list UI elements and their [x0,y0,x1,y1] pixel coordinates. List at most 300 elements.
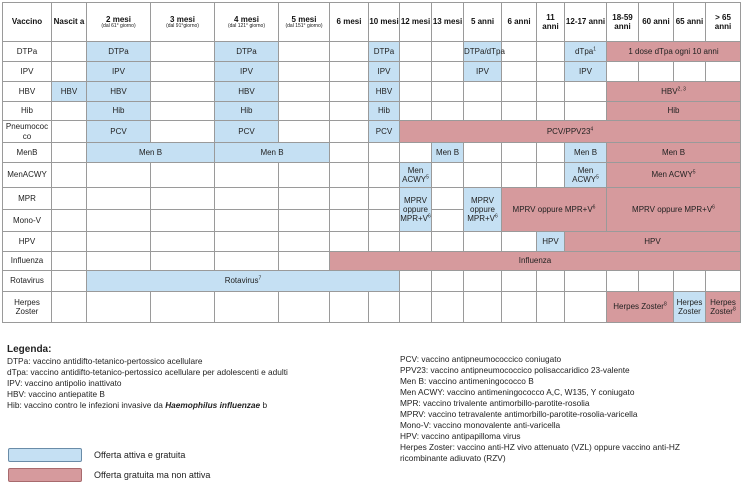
empty-cell [369,210,400,232]
schedule-cell-label: Hib [377,106,390,116]
schedule-cell [87,102,151,121]
footnote-ref: 6 [712,204,715,211]
col-header [607,3,639,42]
schedule-cell [215,143,330,163]
schedule-cell [52,82,87,102]
schedule-cell-label: dTpa [574,46,594,56]
empty-cell [607,62,639,82]
col-header [3,3,52,42]
empty-cell [330,102,369,121]
empty-cell [52,143,87,163]
schedule-cell [607,143,741,163]
col-header [400,3,432,42]
legend-item [7,389,288,400]
empty-cell [151,42,215,62]
empty-cell [52,42,87,62]
col-header [537,3,565,42]
footnote-ref: 8 [663,301,667,308]
schedule-cell-label: Men ACWY [572,165,597,184]
empty-cell [502,102,537,121]
vaccine-name: DTPa [3,42,52,62]
schedule-cell-label: Hib [240,106,253,116]
col-header-label: 13 mesi [432,17,463,27]
schedule-cell [87,143,215,163]
vaccine-name: Mono-V [3,210,52,232]
empty-cell [464,143,502,163]
empty-cell [52,62,87,82]
legend-item: MPR: vaccino trivalente antimorbillo-parotite-rosolia [400,398,590,408]
col-header-label: 5 mesi [291,14,317,24]
col-header [464,3,502,42]
col-header [432,3,464,42]
empty-cell [537,62,565,82]
schedule-cell-label: DTPa [108,46,129,56]
empty-cell [151,210,215,232]
empty-cell [87,163,151,188]
empty-cell [369,188,400,210]
legend-item-text: DTPa: vaccino antidifto-tetanico-pertossico acellulare [7,356,203,366]
schedule-cell [607,188,741,232]
footnote-ref: 4 [590,126,594,133]
empty-cell [400,102,432,121]
schedule-cell [565,42,607,62]
schedule-cell-label: MPRV oppure MPR+V [512,204,593,214]
empty-cell [565,102,607,121]
empty-cell [565,82,607,102]
schedule-cell-label: Men B [138,147,163,157]
empty-cell [279,292,330,323]
empty-cell [400,232,432,252]
schedule-cell-label: Men ACWY [402,165,427,184]
col-header-label: > 65 anni [714,12,732,31]
legend-item: Men ACWY: vaccino antimeningococco A,C, W135, Y coniugato [400,387,635,397]
empty-cell [151,292,215,323]
empty-cell [607,271,639,292]
schedule-cell [537,232,565,252]
empty-cell [432,210,464,232]
col-header-sub: (dal 121° giorno) [227,22,266,29]
empty-cell [215,163,279,188]
schedule-cell-label: HBV [60,86,78,96]
empty-cell [502,163,537,188]
schedule-cell-label: HBV [661,86,678,96]
schedule-cell [87,62,151,82]
empty-cell [537,292,565,323]
empty-cell [537,163,565,188]
vaccination-schedule-table [2,2,741,323]
table-row [3,188,741,210]
schedule-cell-label: MPRV oppure MPR+V [467,195,495,224]
col-header-label: 6 anni [507,17,531,27]
empty-cell [537,143,565,163]
schedule-cell [215,121,279,143]
schedule-cell-label: Men B [661,147,686,157]
footnote-ref: 5 [596,174,599,181]
col-header-sub: (dal 151° giorno) [285,22,323,29]
empty-cell [464,82,502,102]
col-header-label: 65 anni [675,17,704,27]
empty-cell [279,232,330,252]
empty-cell [151,121,215,143]
schedule-cell [369,62,400,82]
empty-cell [279,210,330,232]
schedule-cell [369,121,400,143]
table-row [3,82,741,102]
legend-item: HPV: vaccino antipapilloma virus [400,431,521,441]
legend-right [400,354,680,464]
schedule-cell [565,232,741,252]
schedule-cell [464,188,502,232]
table-row [3,143,741,163]
legend-item-text: HBV: vaccino antiepatite B [7,389,105,399]
empty-cell [52,292,87,323]
schedule-cell-label: HPV [644,236,661,246]
schedule-cell-label: PCV [110,126,127,136]
schedule-cell-label: HBV [375,86,393,96]
schedule-cell [215,62,279,82]
empty-cell [151,82,215,102]
inactive-swatch [8,468,82,482]
schedule-cell-label: HBV [110,86,127,96]
empty-cell [400,62,432,82]
schedule-cell-label: Rotavirus [224,276,259,286]
table-row [3,102,741,121]
empty-cell [400,143,432,163]
schedule-cell [464,62,502,82]
legend-inactive-row [8,468,210,482]
col-header-label: 60 anni [642,17,670,27]
empty-cell [537,102,565,121]
empty-cell [279,252,330,271]
table-row [3,271,741,292]
col-header-label: 4 mesi [234,14,259,24]
empty-cell [87,292,151,323]
empty-cell [215,232,279,252]
schedule-cell-label: MPRV oppure MPR+V [400,195,428,224]
empty-cell [330,292,369,323]
schedule-cell [369,82,400,102]
schedule-cell [400,188,432,232]
schedule-cell-label: MPRV oppure MPR+V [632,204,713,214]
empty-cell [464,163,502,188]
table-row [3,252,741,271]
col-header-sub: (dal 61° giorno) [101,22,136,29]
schedule-cell [607,42,741,62]
empty-cell [432,232,464,252]
schedule-cell-label: Hib [112,106,125,116]
schedule-cell-label: Hib [667,106,680,116]
col-header [151,3,215,42]
col-header-label: 5 anni [470,17,495,27]
empty-cell [432,102,464,121]
empty-cell [537,42,565,62]
footnote-ref: 6 [495,213,498,220]
empty-cell [52,102,87,121]
empty-cell [400,82,432,102]
schedule-cell [607,102,741,121]
schedule-cell [369,42,400,62]
schedule-cell [464,42,505,62]
schedule-cell-label: DTPa [236,46,257,56]
legend-item: ricombinante adiuvato (RZV) [400,453,506,463]
empty-cell [52,210,87,232]
schedule-cell [87,271,400,292]
schedule-cell [215,102,279,121]
col-header [330,3,369,42]
empty-cell [151,102,215,121]
schedule-cell [706,292,741,323]
schedule-cell-label: DTPa/dTpa [464,46,505,56]
legend-item-text: b [260,400,268,410]
empty-cell [400,292,432,323]
schedule-cell-label: HBV [238,86,255,96]
col-header [279,3,330,42]
empty-cell [502,143,537,163]
schedule-cell-label: IPV [377,66,391,76]
vaccine-name: HPV [3,232,52,252]
col-header-label: 12 mesi [400,17,431,27]
empty-cell [400,42,432,62]
legend-active-row [8,448,185,462]
empty-cell [639,62,674,82]
empty-cell [330,62,369,82]
schedule-cell [330,252,741,271]
table-row [3,163,741,188]
schedule-cell [87,82,151,102]
empty-cell [706,271,741,292]
vaccine-name: Herpes Zoster [3,292,52,323]
footnote-ref: 5 [426,174,429,181]
col-header-label: 18-59 anni [612,12,633,31]
legend-item: PPV23: vaccino antipneumococcico polisaccaridico 23-valente [400,365,630,375]
empty-cell [52,188,87,210]
col-header [565,3,607,42]
schedule-cell [565,62,607,82]
schedule-cell [502,188,607,232]
empty-cell [432,271,464,292]
table-row [3,292,741,323]
empty-cell [330,121,369,143]
legend-item [7,378,288,389]
empty-cell [87,232,151,252]
schedule-cell [215,42,279,62]
empty-cell [369,143,400,163]
table-row [3,42,741,62]
empty-cell [279,188,330,210]
legend-item-text: Hib: vaccino contro le infezioni invasive da [7,400,166,410]
footnote-ref: 2, 3 [677,86,686,93]
empty-cell [279,121,330,143]
schedule-cell-label: IPV [579,66,592,76]
footnote-ref: 6 [428,213,431,220]
legend-item: Men B: vaccino antimeningococco B [400,376,534,386]
empty-cell [52,252,87,271]
vaccine-name: Pneumococ co [3,121,52,143]
vaccine-name: MenACWY [3,163,52,188]
empty-cell [151,232,215,252]
col-header-label: Nascit a [53,17,85,27]
col-header-label: Vaccino [11,17,43,27]
schedule-cell-label: Herpes Zoster [676,297,703,316]
legend-item: Herpes Zoster: vaccino anti-HZ vivo attenuato (VZL) oppure vaccino anti-HZ [400,442,680,452]
legend-item-text: IPV: vaccino antipolio inattivato [7,378,122,388]
col-header-label: 11 anni [542,12,559,31]
empty-cell [502,82,537,102]
schedule-cell [87,121,151,143]
empty-cell [674,62,706,82]
empty-cell [151,62,215,82]
empty-cell [52,121,87,143]
schedule-cell [607,163,741,188]
footnote-ref: 7 [258,275,262,282]
vaccine-name: Influenza [3,252,52,271]
empty-cell [464,232,502,252]
col-header-label: 6 mesi [336,17,362,27]
empty-cell [330,188,369,210]
col-header-label: 12-17 anni [565,17,606,27]
empty-cell [502,62,537,82]
schedule-cell-label: IPV [240,66,253,76]
schedule-cell-label: HPV [542,236,559,246]
schedule-cell-label: Influenza [518,256,552,266]
empty-cell [330,210,369,232]
schedule-cell-label: PCV/PPV23 [546,126,591,136]
vaccine-name: Rotavirus [3,271,52,292]
legend-item [7,367,288,378]
empty-cell [565,292,607,323]
schedule-cell [565,163,607,188]
table-row [3,62,741,82]
schedule-cell-label: IPV [112,66,125,76]
schedule-cell-label: IPV [476,66,489,76]
active-swatch [8,448,82,462]
empty-cell [330,232,369,252]
inactive-label: Offerta gratuita ma non attiva [94,470,211,480]
legend-title: Legenda: [7,344,52,355]
empty-cell [432,292,464,323]
vaccine-name: IPV [3,62,52,82]
empty-cell [502,271,537,292]
schedule-cell-label: DTPa [373,46,395,56]
empty-cell [279,42,330,62]
legend-item [7,356,288,367]
col-header-sub: (dal 91°giorno) [166,22,199,29]
legend-item [7,400,288,411]
empty-cell [151,188,215,210]
empty-cell [639,271,674,292]
empty-cell [537,82,565,102]
empty-cell [369,292,400,323]
schedule-cell-label: Men ACWY [651,170,693,180]
legend-item: Mono-V: vaccino monovalente anti-varicella [400,420,561,430]
schedule-cell [87,42,151,62]
schedule-cell [565,143,607,163]
empty-cell [215,210,279,232]
empty-cell [464,271,502,292]
schedule-cell [607,82,741,102]
col-header [215,3,279,42]
empty-cell [464,102,502,121]
schedule-cell-label: Herpes Zoster [710,297,736,316]
legend-item-text: Haemophilus influenzae [165,400,261,410]
empty-cell [432,82,464,102]
col-header-label: 10 mesi [369,17,399,27]
empty-cell [502,292,537,323]
col-header [87,3,151,42]
empty-cell [330,42,369,62]
empty-cell [279,62,330,82]
empty-cell [464,292,502,323]
col-header [369,3,400,42]
legend-left [7,356,288,411]
empty-cell [215,292,279,323]
empty-cell [151,163,215,188]
schedule-cell [607,292,674,323]
empty-cell [52,271,87,292]
legend-item: MPRV: vaccino tetravalente antimorbillo-parotite-rosolia-varicella [400,409,638,419]
empty-cell [87,252,151,271]
schedule-cell-label: 1 dose dTpa ogni 10 anni [628,46,719,56]
empty-cell [52,163,87,188]
empty-cell [215,188,279,210]
empty-cell [279,102,330,121]
col-header-label: 2 mesi [106,14,131,24]
header-row [3,3,741,42]
legend-item-text: dTpa: vaccino antidifto-tetanico-pertossico acellulare per adolescenti e adulti [7,367,288,377]
empty-cell [330,82,369,102]
empty-cell [502,42,537,62]
schedule-cell-label: Men B [573,147,598,157]
schedule-cell [432,143,464,163]
footnote-ref: 8 [732,306,736,313]
empty-cell [215,252,279,271]
empty-cell [537,271,565,292]
empty-cell [87,210,151,232]
empty-cell [369,163,400,188]
vaccine-name: MenB [3,143,52,163]
col-header [706,3,741,42]
empty-cell [279,163,330,188]
schedule-cell [674,292,706,323]
legend-item: PCV: vaccino antipneumococcico coniugato [400,354,562,364]
empty-cell [400,271,432,292]
empty-cell [706,62,741,82]
schedule-cell-label: Men B [435,147,460,157]
col-header [639,3,674,42]
schedule-cell-label: PCV [238,126,255,136]
empty-cell [432,188,464,210]
empty-cell [432,163,464,188]
empty-cell [330,143,369,163]
empty-cell [87,188,151,210]
empty-cell [432,62,464,82]
schedule-cell-label: Herpes Zoster [613,302,664,312]
empty-cell [674,271,706,292]
empty-cell [279,82,330,102]
empty-cell [502,232,537,252]
table-row [3,232,741,252]
empty-cell [432,42,464,62]
schedule-cell [400,163,432,188]
schedule-cell [369,102,400,121]
table-row [3,121,741,143]
active-label: Offerta attiva e gratuita [94,450,186,460]
schedule-cell-label: PCV [375,126,393,136]
vaccine-name: Hib [3,102,52,121]
col-header [52,3,87,42]
schedule-cell [400,121,741,143]
empty-cell [52,232,87,252]
